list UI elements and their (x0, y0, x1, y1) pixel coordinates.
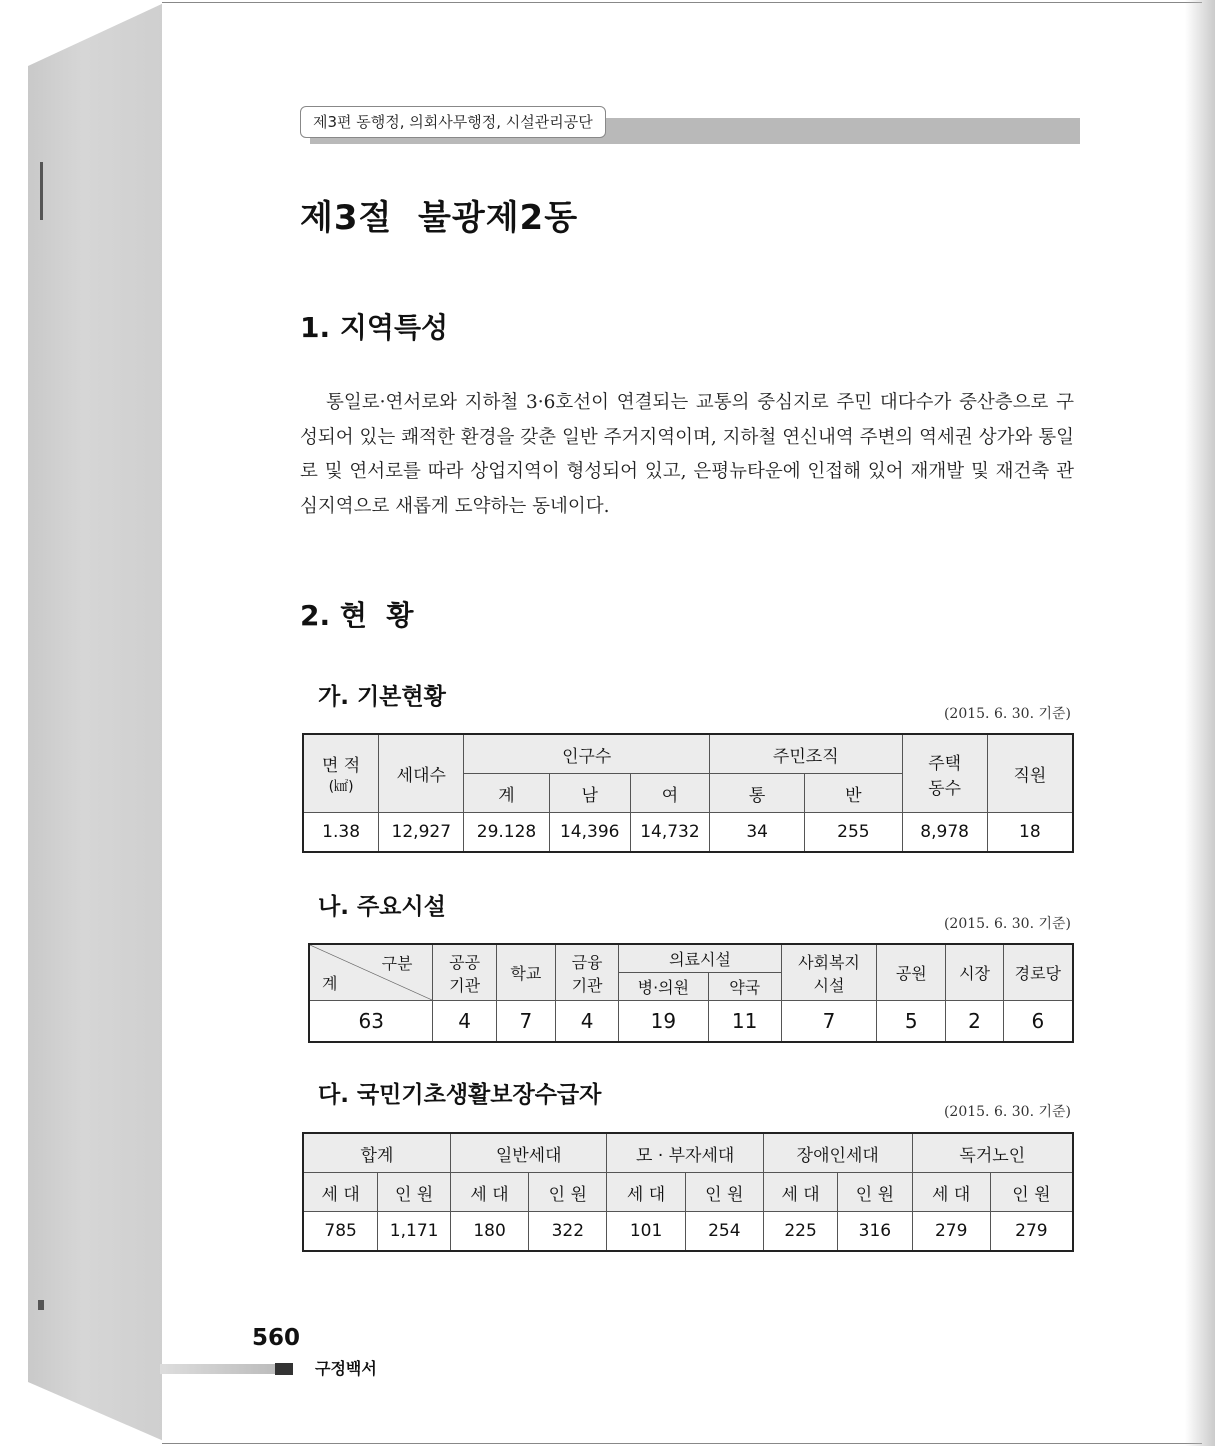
basic-table (302, 733, 1074, 853)
th-tong: 통 (710, 774, 805, 813)
cell-total: 29.128 (464, 813, 549, 853)
th-org: 주민조직 (710, 734, 902, 774)
cell-elderly-pp: 279 (990, 1212, 1073, 1252)
th-public-2: 기관 (449, 975, 481, 995)
cell-male: 14,396 (549, 813, 630, 853)
th-medical: 의료시설 (619, 944, 782, 973)
th-fac-total: 계 (322, 974, 338, 993)
cell-housing: 8,978 (902, 813, 987, 853)
cell-park: 5 (877, 1001, 946, 1043)
th-hh-2: 세 대 (450, 1173, 528, 1212)
th-total: 계 (464, 774, 549, 813)
section-title: 제3절 불광제2동 (300, 198, 579, 238)
th-male: 남 (549, 774, 630, 813)
th-hospital: 병·의원 (619, 973, 708, 1001)
cell-fac-total: 63 (309, 1001, 433, 1043)
th-public-1: 공공 (449, 952, 481, 972)
th-div: 구분 (381, 954, 413, 973)
welfare-table (302, 1132, 1074, 1252)
th-households: 세대수 (379, 734, 464, 813)
footer-square (275, 1363, 293, 1375)
book-spine (28, 2, 166, 1442)
th-school: 학교 (496, 944, 555, 1001)
th-area (303, 734, 379, 813)
cell-senior: 6 (1003, 1001, 1073, 1043)
th-area-unit: (㎢) (328, 779, 354, 795)
th-hh-4: 세 대 (763, 1173, 837, 1212)
th-housing-1: 주택 (928, 753, 962, 774)
spine-mark-bottom (38, 1300, 44, 1310)
th-pp-5: 인 원 (990, 1173, 1073, 1212)
th-pp-2: 인 원 (529, 1173, 607, 1212)
th-housing-2: 동수 (928, 778, 962, 799)
page-edge-shadow (1185, 0, 1215, 1446)
th-pp-4: 인 원 (838, 1173, 912, 1212)
cell-households: 12,927 (379, 813, 464, 853)
cell-staff: 18 (987, 813, 1073, 853)
th-area-label: 면 적 (321, 756, 361, 776)
th-housing (902, 734, 987, 813)
th-population: 인구수 (464, 734, 710, 774)
welfare-heading: 다. 국민기초생활보장수급자 (318, 1082, 602, 1108)
status-heading: 2. 현 황 (300, 599, 414, 632)
cell-pharmacy: 11 (708, 1001, 781, 1043)
cell-single-parent-pp: 254 (685, 1212, 763, 1252)
cell-area: 1.38 (303, 813, 379, 853)
th-market: 시장 (946, 944, 1003, 1001)
cell-public: 4 (433, 1001, 496, 1043)
basic-heading: 가. 기본현황 (318, 684, 446, 710)
th-finance-2: 기관 (571, 975, 603, 995)
facilities-heading: 나. 주요시설 (318, 894, 446, 920)
cell-sum-pp: 1,171 (378, 1212, 451, 1252)
running-header: 제3편 동행정, 의회사무행정, 시설관리공단 (300, 106, 606, 138)
th-sum: 합계 (303, 1133, 450, 1173)
cell-finance: 4 (555, 1001, 618, 1043)
footer-bar (160, 1364, 280, 1374)
cell-welfare: 7 (781, 1001, 876, 1043)
th-welfare (781, 944, 876, 1001)
region-heading: 1. 지역특성 (300, 311, 449, 344)
cell-single-parent-hh: 101 (607, 1212, 685, 1252)
th-pp-1: 인 원 (378, 1173, 451, 1212)
th-park: 공원 (877, 944, 946, 1001)
th-pharmacy: 약국 (708, 973, 781, 1001)
th-female: 여 (630, 774, 709, 813)
cell-school: 7 (496, 1001, 555, 1043)
th-welfare-2: 시설 (813, 975, 845, 995)
spine-mark (40, 162, 43, 220)
page-number: 560 (252, 1325, 301, 1351)
cell-tong: 34 (710, 813, 805, 853)
cell-elderly-hh: 279 (912, 1212, 990, 1252)
cell-market: 2 (946, 1001, 1003, 1043)
th-general: 일반세대 (450, 1133, 607, 1173)
basic-basis: (2015. 6. 30. 기준) (943, 706, 1071, 722)
cell-general-pp: 322 (529, 1212, 607, 1252)
th-hh-5: 세 대 (912, 1173, 990, 1212)
region-paragraph: 통일로·연서로와 지하철 3·6호선이 연결되는 교통의 중심지로 주민 대다수가 중산층으로 구성되어 있는 쾌적한 환경을 갖춘 일반 주거지역이며, 지하철 연신내역 주변의 역세권 상가와 통일로 및 연서로를 따라 상업지역이 형성되어 있고, 은평뉴타운에 인접해 있어 재개발 및 재건축 관심지역으로 새롭게 도약하는 동네이다. (300, 392, 1074, 517)
th-hh-1: 세 대 (303, 1173, 378, 1212)
cell-disabled-pp: 316 (838, 1212, 912, 1252)
welfare-basis: (2015. 6. 30. 기준) (943, 1104, 1071, 1120)
th-diagonal (309, 944, 433, 1001)
th-staff: 직원 (987, 734, 1073, 813)
cell-disabled-hh: 225 (763, 1212, 837, 1252)
th-pp-3: 인 원 (685, 1173, 763, 1212)
th-ban: 반 (805, 774, 902, 813)
facilities-table (308, 943, 1074, 1043)
cell-general-hh: 180 (450, 1212, 528, 1252)
th-welfare-1: 사회복지 (798, 952, 860, 972)
th-finance (555, 944, 618, 1001)
cell-hospital: 19 (619, 1001, 708, 1043)
footer-title: 구정백서 (315, 1359, 377, 1378)
th-hh-3: 세 대 (607, 1173, 685, 1212)
th-finance-1: 금융 (571, 952, 603, 972)
th-single-parent: 모 · 부자세대 (607, 1133, 764, 1173)
th-disabled: 장애인세대 (763, 1133, 912, 1173)
cell-sum-hh: 785 (303, 1212, 378, 1252)
cell-ban: 255 (805, 813, 902, 853)
th-senior: 경로당 (1003, 944, 1073, 1001)
th-elderly-alone: 독거노인 (912, 1133, 1073, 1173)
facilities-basis: (2015. 6. 30. 기준) (943, 916, 1071, 932)
th-public (433, 944, 496, 1001)
cell-female: 14,732 (630, 813, 709, 853)
